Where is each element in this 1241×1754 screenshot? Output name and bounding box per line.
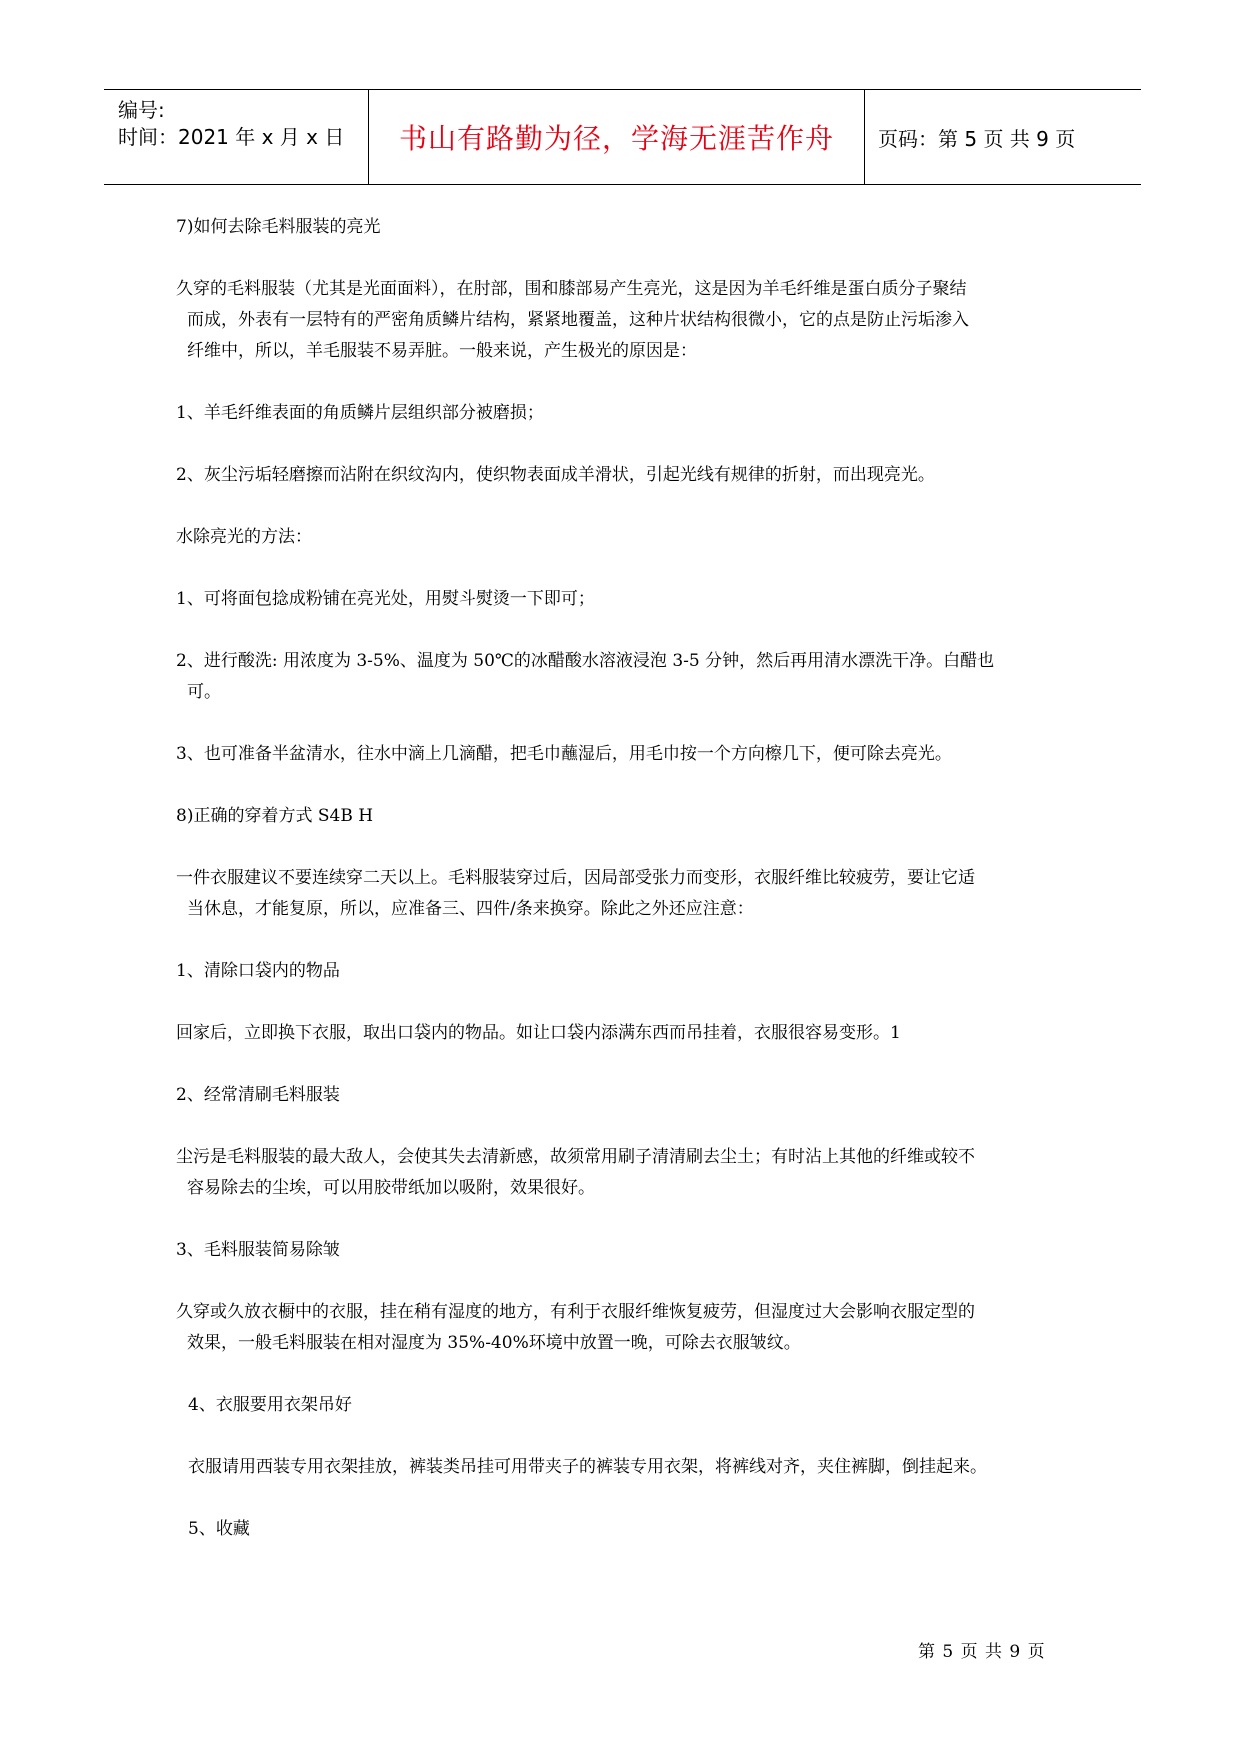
paragraph: 3、毛料服装简易除皱 bbox=[176, 1240, 340, 1260]
paragraph: 8)正确的穿着方式 S4B H bbox=[176, 806, 374, 826]
document-body bbox=[176, 212, 1066, 1545]
paragraph: 久穿或久放衣橱中的衣服，挂在稍有湿度的地方，有利于衣服纤维恢复疲劳，但湿度过大会影响衣服定型的 效果，一般毛料服装在相对湿度为 35%-40%环境中放置一晚，可除去衣服皱纹。 bbox=[176, 1302, 975, 1353]
paragraph: 久穿的毛料服装（尤其是光面面料），在肘部，围和膝部易产生亮光，这是因为羊毛纤维是蛋白质分子聚结 而成，外表有一层特有的严密角质鳞片结构，紧紧地覆盖，这种片状结构很微小，它的点是防止污垢渗入 纤维中，所以，羊毛服装不易弄脏。一般来说，产生极光的原因是： bbox=[176, 279, 969, 361]
paragraph: 一件衣服建议不要连续穿二天以上。毛料服装穿过后，因局部受张力而变形，衣服纤维比较疲劳，要让它适 当休息，才能复原，所以，应准备三、四件/条来换穿。除此之外还应注意： bbox=[176, 868, 975, 919]
paragraph: 衣服请用西装专用衣架挂放，裤装类吊挂可用带夹子的裤装专用衣架，将裤线对齐，夹住裤脚，倒挂起来。 bbox=[188, 1457, 987, 1477]
header-meta bbox=[104, 90, 369, 184]
paragraph: 水除亮光的方法： bbox=[176, 527, 312, 547]
number-label: 编号: bbox=[118, 98, 165, 122]
paragraph: 3、也可准备半盆清水，往水中滴上几滴醋，把毛巾蘸湿后，用毛巾按一个方向檫几下，便可除去亮光。 bbox=[176, 744, 952, 764]
paragraph: 2、进行酸洗: 用浓度为 3-5%、温度为 50℃的冰醋酸水溶液浸泡 3-5 分钟，然后再用清水漂洗干净。白醋也 可。 bbox=[176, 651, 995, 702]
paragraph: 4、衣服要用衣架吊好 bbox=[188, 1395, 352, 1415]
paragraph: 尘污是毛料服装的最大敌人，会使其失去清新感，故须常用刷子清清刷去尘土；有时沾上其他的纤维或较不 容易除去的尘埃，可以用胶带纸加以吸附，效果很好。 bbox=[176, 1147, 975, 1198]
paragraph: 1、可将面包捻成粉铺在亮光处，用熨斗熨烫一下即可； bbox=[176, 589, 595, 609]
page-footer: 第 5 页 共 9 页 bbox=[918, 1642, 1046, 1662]
page-header bbox=[104, 89, 1141, 185]
paragraph: 2、灰尘污垢轻磨擦而沾附在织纹沟内，使织物表面成羊滑状，引起光线有规律的折射，而出现亮光。 bbox=[176, 465, 935, 485]
header-page-label: 页码：第 5 页 共 9 页 bbox=[878, 126, 1076, 151]
paragraph: 2、经常清刷毛料服装 bbox=[176, 1085, 340, 1105]
paragraph: 5、收藏 bbox=[188, 1519, 250, 1539]
paragraph: 1、清除口袋内的物品 bbox=[176, 961, 340, 981]
header-motto: 书山有路勤为径，学海无涯苦作舟 bbox=[369, 90, 865, 184]
paragraph: 7)如何去除毛料服装的亮光 bbox=[176, 217, 381, 237]
time-label: 时间：2021 年 x 月 x 日 bbox=[118, 125, 345, 149]
paragraph: 1、羊毛纤维表面的角质鳞片层组织部分被磨损； bbox=[176, 403, 544, 423]
paragraph: 回家后，立即换下衣服，取出口袋内的物品。如让口袋内添满东西而吊挂着，衣服很容易变形。1 bbox=[176, 1023, 901, 1043]
